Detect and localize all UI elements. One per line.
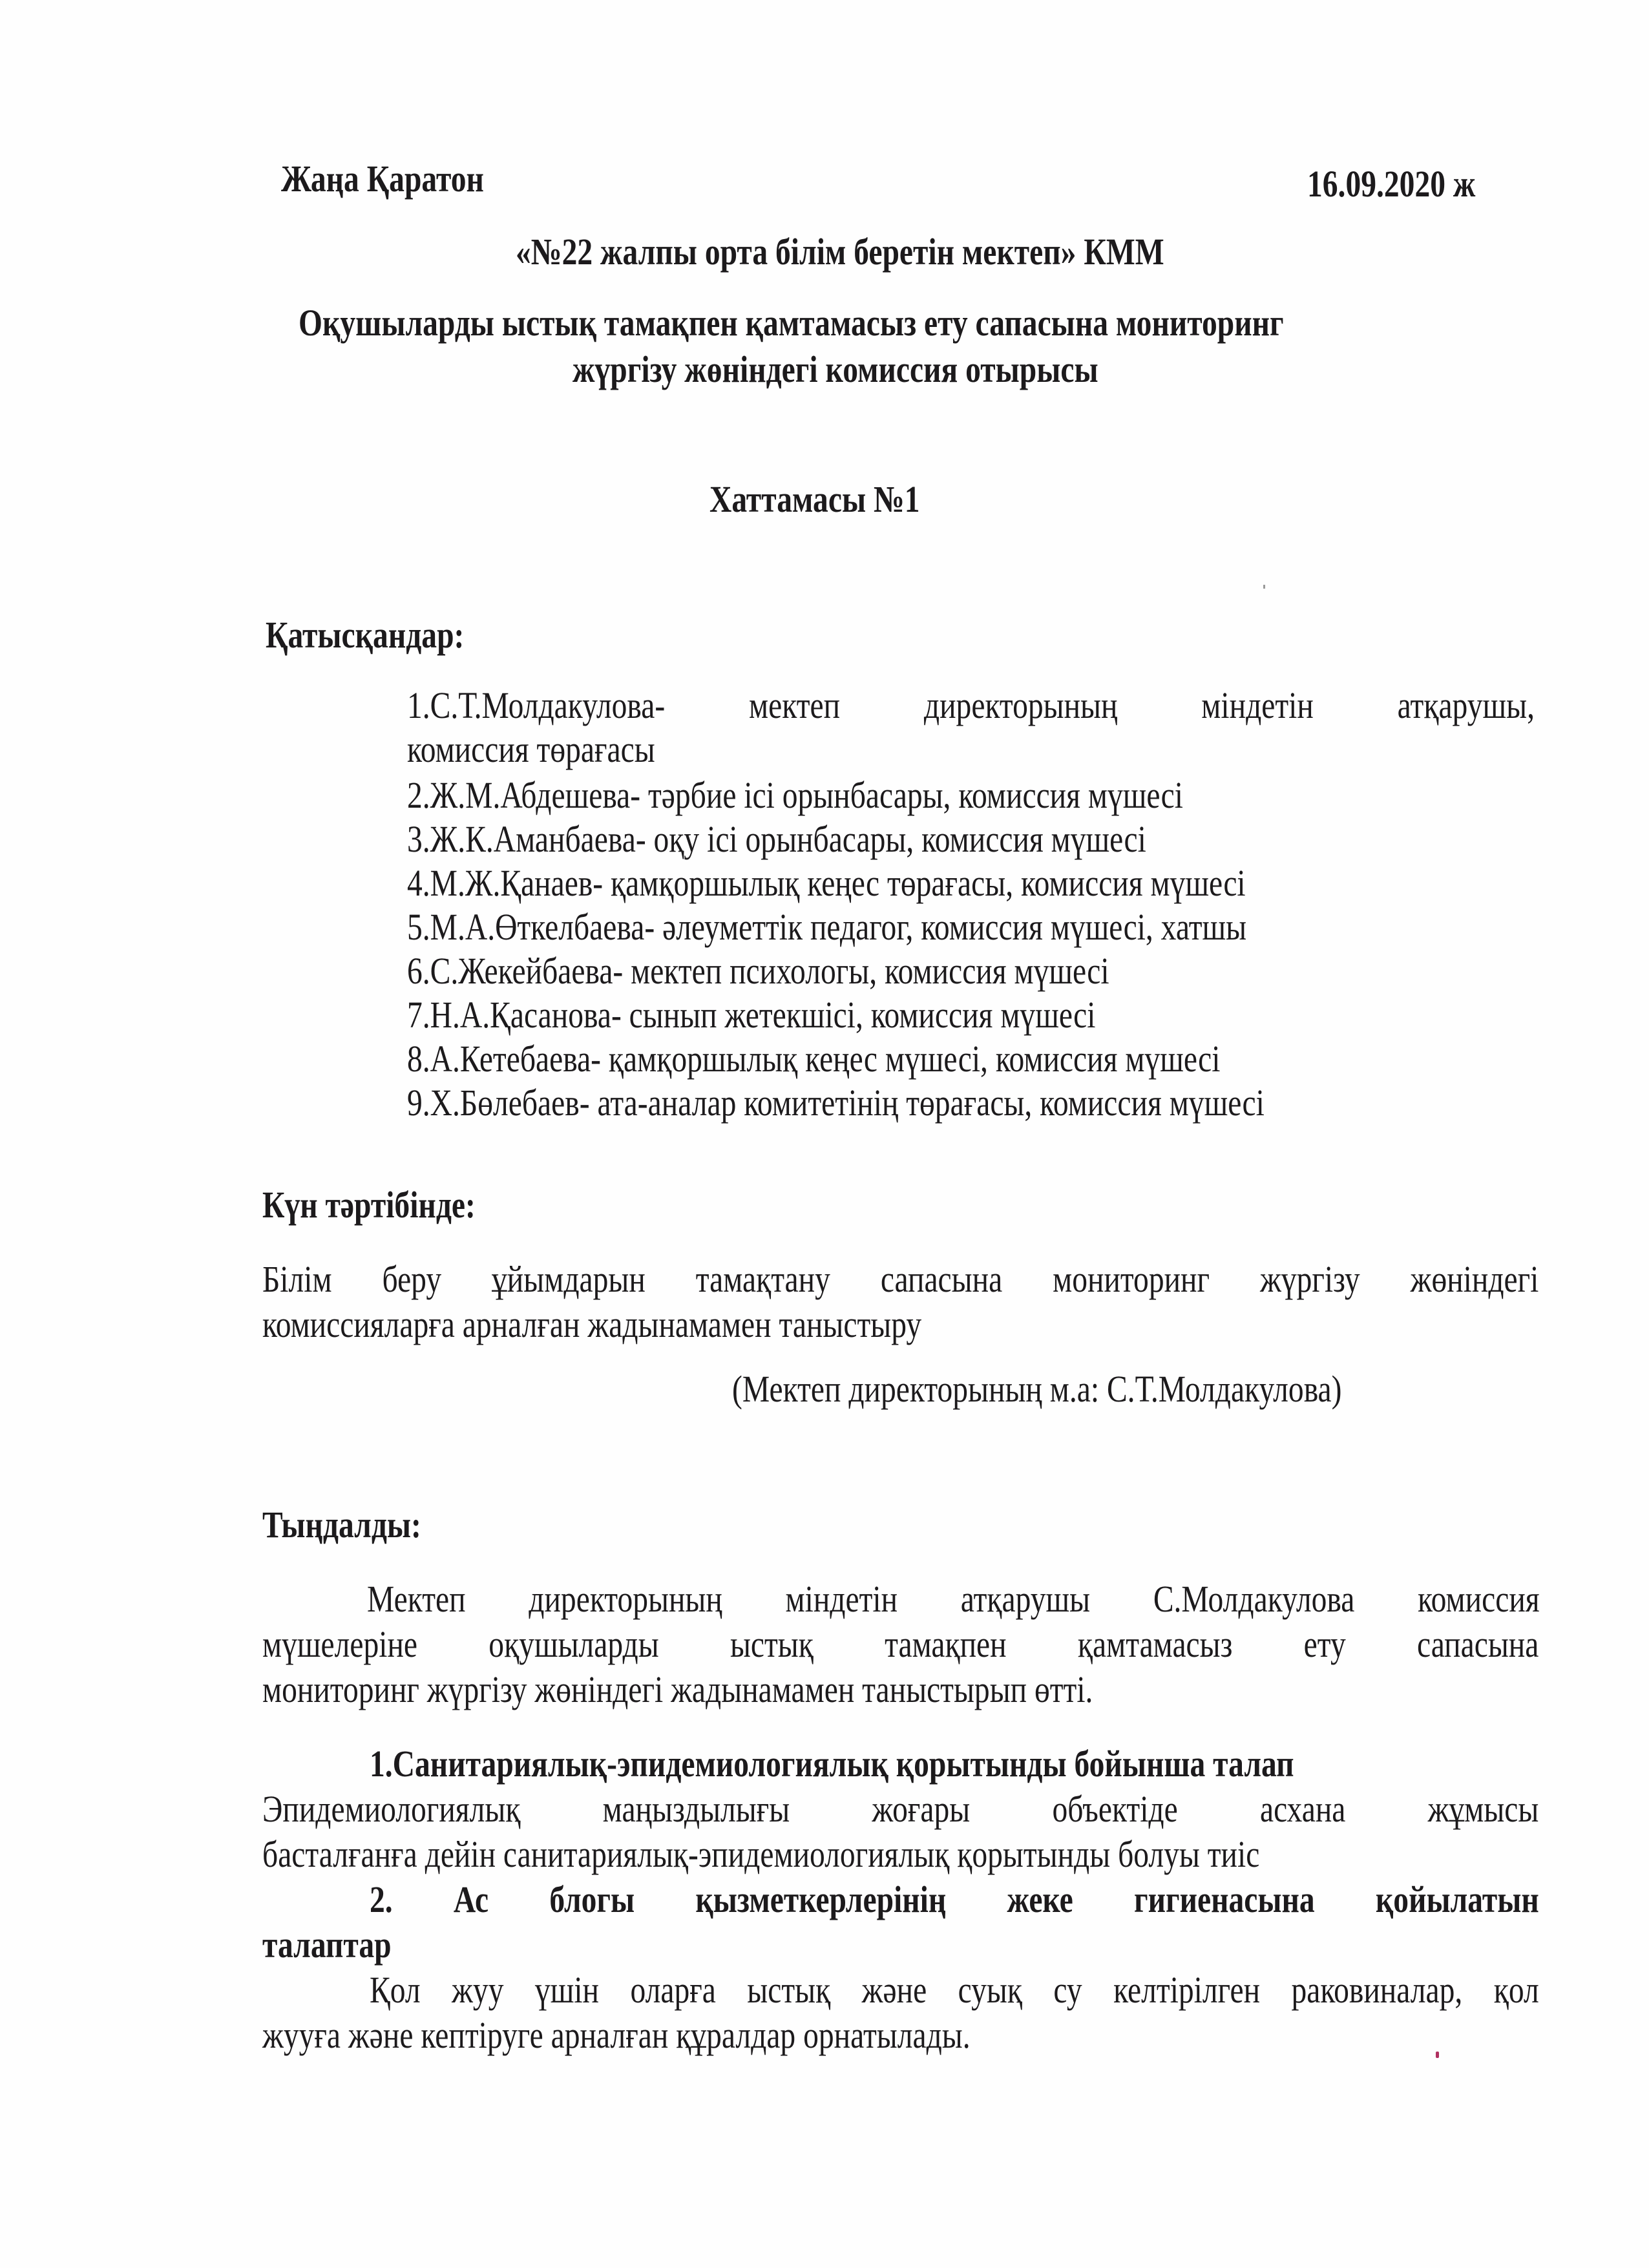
document-title-line-1: Оқушыларды ыстық тамақпен қамтамасыз ету сапасына мониторинг	[299, 302, 1284, 344]
agenda-line-1: Білім беру ұйымдарын тамақтану сапасына мониторинг жүргізу жөніндегі	[262, 1258, 1539, 1300]
participant-4: 4.М.Ж.Қанаев- қамқоршылық кеңес төрағасы, комиссия мүшесі	[407, 862, 1246, 904]
participant-1-line-2: комиссия төрағасы	[407, 728, 655, 770]
section-1-body-line-2: басталғанға дейін санитариялық-эпидемиологиялық қорытынды болуы тиіс	[262, 1833, 1260, 1875]
agenda-heading: Күн тәртібінде:	[262, 1184, 476, 1226]
heard-line-3: мониторинг жүргізу жөніндегі жадынамамен таныстырып өтті.	[262, 1668, 1093, 1710]
place-name: Жаңа Қаратон	[281, 158, 484, 200]
agenda-line-2: комиссияларға арналған жадынамамен таныстыру	[262, 1303, 922, 1345]
section-1-body-line-1: Эпидемиологиялық маңыздылығы жоғары объектіде асхана жұмысы	[262, 1788, 1539, 1830]
heard-line-1: Мектеп директорының міндетін атқарушы С.Молдакулова комиссия	[367, 1578, 1540, 1620]
participants-heading: Қатысқандар:	[266, 614, 465, 656]
section-2-body-line-2: жууға және кептіруге арналған құралдар орнатылады.	[262, 2014, 971, 2056]
scan-speck	[1436, 2052, 1439, 2058]
participant-9: 9.Х.Бөлебаев- ата-аналар комитетінің төрағасы, комиссия мүшесі	[407, 1082, 1265, 1124]
document-title-line-2: жүргізу жөніндегі комиссия отырысы	[572, 348, 1098, 390]
participant-6: 6.С.Жекейбаева- мектеп психологы, комиссия мүшесі	[407, 950, 1109, 992]
section-2-body-line-1: Қол жуу үшін оларға ыстық және суық су келтірілген раковиналар, қол	[370, 1969, 1539, 2011]
organization-name: «№22 жалпы орта білім беретін мектеп» КММ	[516, 231, 1164, 273]
agenda-speaker: (Мектеп директорының м.а: С.Т.Молдакулова)	[732, 1368, 1342, 1410]
participant-2: 2.Ж.М.Абдешева- тәрбие ісі орынбасары, комиссия мүшесі	[407, 774, 1184, 816]
participant-1-line-1: 1.С.Т.Молдакулова- мектеп директорының міндетін атқарушы,	[407, 684, 1535, 726]
section-1-title: 1.Санитариялық-эпидемиологиялық қорытынды бойынша талап	[370, 1743, 1294, 1785]
participant-3: 3.Ж.К.Аманбаева- оқу ісі орынбасары, комиссия мүшесі	[407, 818, 1146, 860]
participant-5: 5.М.А.Өткелбаева- әлеуметтік педагог, комиссия мүшесі, хатшы	[407, 906, 1247, 948]
participant-7: 7.Н.А.Қасанова- сынып жетекшісі, комиссия мүшесі	[407, 994, 1096, 1036]
scan-speck	[1263, 585, 1265, 589]
section-2-title-line-1: 2. Ас блогы қызметкерлерінің жеке гигиенасына қойылатын	[370, 1878, 1539, 1920]
heard-line-2: мүшелеріне оқушыларды ыстық тамақпен қамтамасыз ету сапасына	[262, 1623, 1539, 1665]
protocol-number: Хаттамасы №1	[709, 478, 920, 520]
document-date: 16.09.2020 ж	[1307, 163, 1476, 205]
heard-heading: Тыңдалды:	[262, 1504, 421, 1546]
participant-8: 8.А.Кетебаева- қамқоршылық кеңес мүшесі, комиссия мүшесі	[407, 1038, 1221, 1080]
section-2-title-line-2: талаптар	[262, 1924, 392, 1966]
